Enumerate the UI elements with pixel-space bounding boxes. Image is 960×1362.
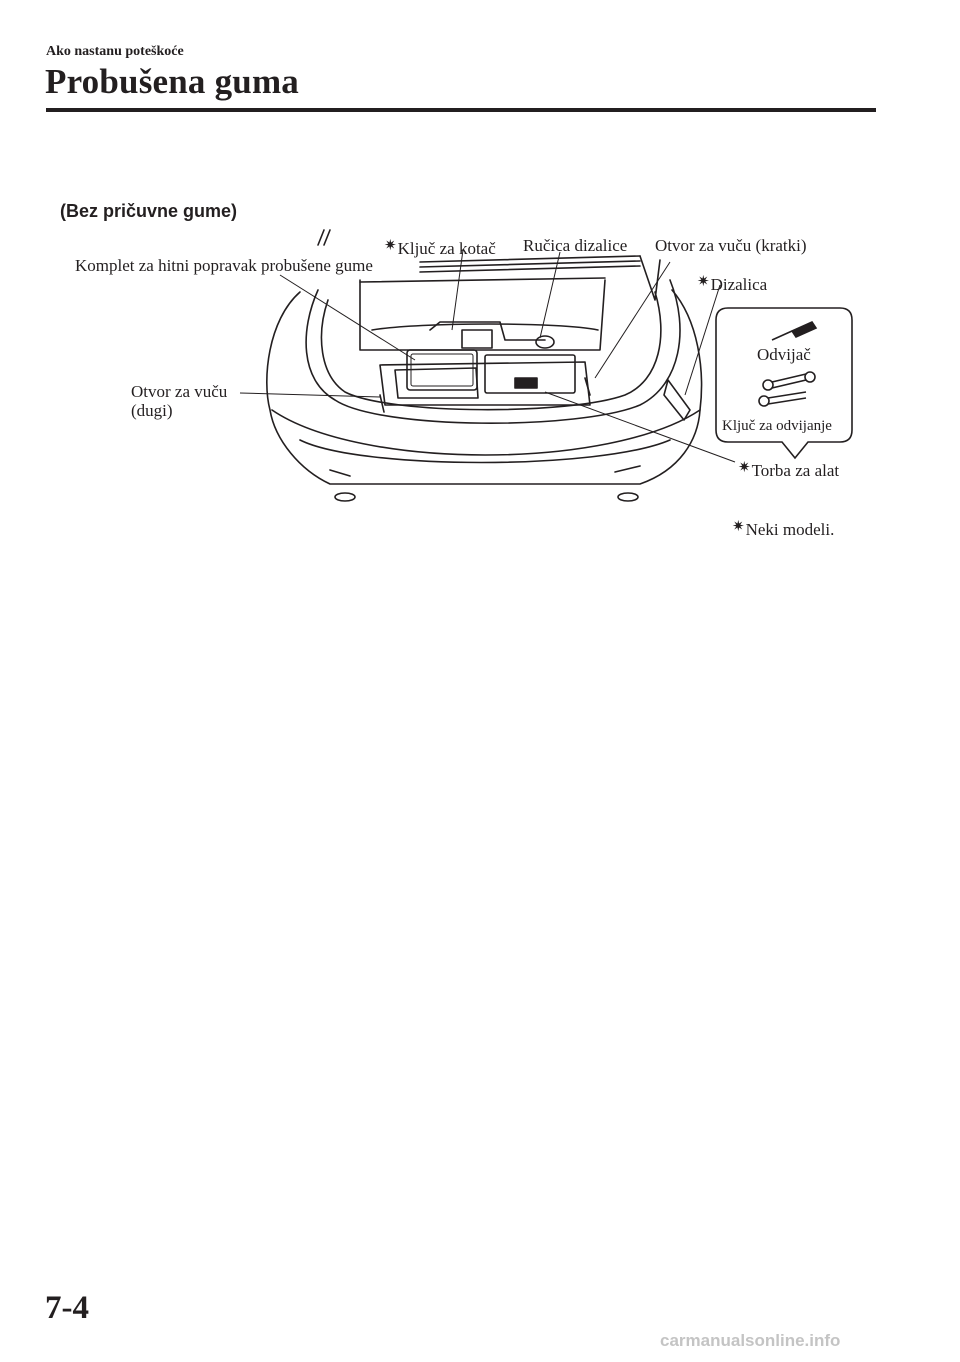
watermark: carmanualsonline.info <box>660 1331 841 1350</box>
label-kljuc-za-odvijanje: Ključ za odvijanje <box>722 418 832 434</box>
page-number: 7-4 <box>45 1290 89 1326</box>
label-otvor-dugi-sub: (dugi) <box>131 401 173 420</box>
label-otvor-kratki: Otvor za vuču (kratki) <box>655 236 807 255</box>
figure-subtitle: (Bez pričuvne gume) <box>60 201 238 221</box>
label-rucica-dizalice: Ručica dizalice <box>523 236 628 255</box>
label-dizalica: ✷Dizalica <box>697 274 768 294</box>
label-komplet: Komplet za hitni popravak probušene gume <box>75 256 373 275</box>
label-odvijac: Odvijač <box>757 345 811 364</box>
label-kljuc-za-kotac: ✷Ključ za kotač <box>384 238 496 258</box>
page-title: Probušena guma <box>45 62 300 101</box>
section-header: Ako nastanu poteškoće <box>46 44 184 59</box>
label-otvor-dugi: Otvor za vuču <box>131 382 228 401</box>
label-torba: ✷Torba za alat <box>738 460 840 480</box>
footnote-some-models: ✷Neki modeli. <box>732 519 835 539</box>
